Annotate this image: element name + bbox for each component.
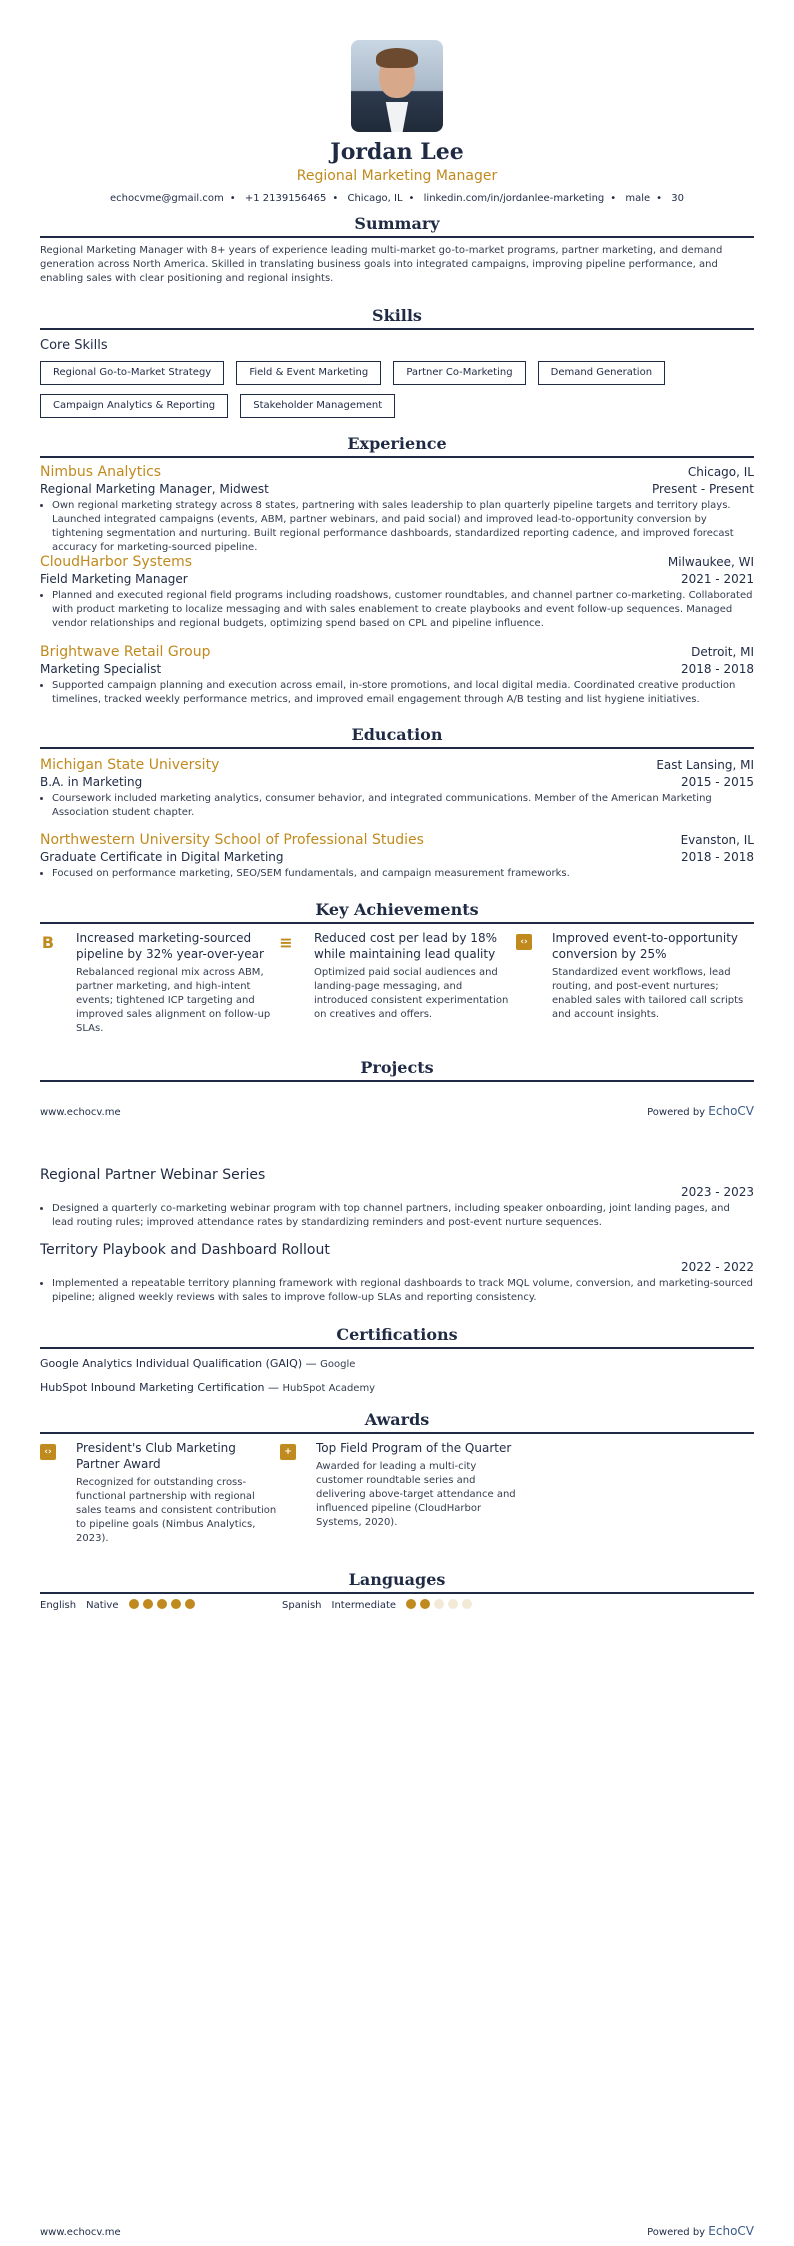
skill-tag: Partner Co-Marketing — [393, 361, 525, 385]
section-title-projects: Projects — [40, 1058, 754, 1082]
company-name: Nimbus Analytics — [40, 464, 162, 480]
contact-location: Chicago, IL — [347, 193, 403, 204]
skill-tag: Field & Event Marketing — [236, 361, 381, 385]
certification-name: Google Analytics Individual Qualification (GAIQ) — [40, 1357, 303, 1370]
language-item — [282, 1599, 524, 1612]
project-name: Territory Playbook and Dashboard Rollout — [40, 1242, 330, 1258]
resume-header — [0, 40, 794, 206]
school-location: East Lansing, MI — [656, 758, 754, 772]
job-role: Marketing Specialist — [40, 662, 162, 676]
candidate-name: Jordan Lee — [330, 139, 464, 165]
echocv-brand[interactable]: EchoCV — [708, 1104, 754, 1118]
profile-photo — [351, 40, 443, 132]
experience-entry — [40, 643, 754, 707]
awards-grid — [40, 1440, 754, 1546]
certification-name: HubSpot Inbound Marketing Certification — [40, 1381, 265, 1394]
certifications-list — [40, 1356, 754, 1404]
language-name: English — [40, 1600, 77, 1611]
powered-by: Powered by EchoCV — [647, 1104, 754, 1118]
school-name: Michigan State University — [40, 757, 220, 773]
job-location: Milwaukee, WI — [667, 555, 754, 569]
project-bullet: • Designed a quarterly co-marketing webinar program with top channel partners, including speaker onboarding, joint landing pages, and lead routing rules; improved attendance rates by standardizing reminders and post-event nurture sequences. — [52, 1202, 754, 1230]
achievement-desc: Optimized paid social audiences and landing-page messaging, and introduced consistent experimentation on creatives and offers. — [314, 967, 509, 1020]
job-role: Field Marketing Manager — [40, 572, 188, 586]
echocv-brand[interactable]: EchoCV — [708, 2224, 754, 2238]
job-dates: 2018 - 2018 — [680, 662, 754, 676]
job-location: Chicago, IL — [687, 465, 754, 479]
section-title-awards: Awards — [40, 1410, 754, 1434]
job-role: Regional Marketing Manager, Midwest — [40, 482, 269, 496]
skill-tag: Demand Generation — [538, 361, 665, 385]
certification-item: HubSpot Inbound Marketing Certification — HubSpot Academy — [40, 1381, 376, 1394]
skill-tags — [40, 360, 754, 426]
skill-tag: Stakeholder Management — [240, 394, 395, 418]
education-bullet: • Coursework included marketing analytics, consumer behavior, and integrated communications. Member of the American Marketing Association student chapter. — [52, 792, 754, 820]
rating-dot — [129, 1599, 139, 1609]
company-name: CloudHarbor Systems — [40, 554, 193, 570]
education-dates: 2018 - 2018 — [680, 850, 754, 864]
achievement-card — [40, 930, 278, 1036]
section-title-skills: Skills — [40, 306, 754, 330]
code-box-icon: ‹› — [40, 1444, 56, 1460]
job-bullet: • Supported campaign planning and execution across email, in-store promotions, and local digital media. Coordinated creative production timelines, tracked weekly performance metrics, and improved email engagement through A/B testing and list hygiene initiatives. — [52, 679, 754, 707]
language-rating — [129, 1599, 199, 1612]
job-location: Detroit, MI — [691, 645, 754, 659]
experience-entry — [40, 463, 754, 555]
company-name: Brightwave Retail Group — [40, 644, 211, 660]
footer-site-link[interactable]: www.echocv.me — [40, 1107, 121, 1118]
page-footer — [40, 2224, 754, 2238]
degree: B.A. in Marketing — [40, 775, 143, 789]
experience-entry — [40, 553, 754, 631]
b-letter-icon: B — [41, 932, 55, 952]
certification-issuer: Google — [320, 1359, 356, 1370]
contact-phone[interactable]: +1 2139156465 — [244, 193, 327, 204]
education-entry — [40, 756, 754, 820]
school-name: Northwestern University School of Professional Studies — [40, 832, 424, 848]
contact-line: echocvme@gmail.com • +1 2139156465 • Chicago, IL • linkedin.com/in/jordanlee-marketing • male • 30 — [110, 193, 684, 204]
rating-dot — [406, 1599, 416, 1609]
education-entry — [40, 831, 754, 881]
job-bullet: • Planned and executed regional field programs including roadshows, customer roundtables, and channel partner co-marketing. Collaborated with product marketing to localize messaging and with sales enablement to create playbooks and event follow-up sequences. Managed vendor relationships and regional budgets, optimizing spend based on CPL and pipeline influence. — [52, 589, 754, 631]
powered-by: Powered by EchoCV — [647, 2224, 754, 2238]
project-entry — [40, 1166, 754, 1230]
certification-issuer: HubSpot Academy — [282, 1383, 376, 1394]
achievement-card — [516, 930, 754, 1036]
language-item — [40, 1599, 282, 1612]
contact-age: 30 — [671, 193, 684, 204]
language-level: Native — [86, 1600, 119, 1611]
education-dates: 2015 - 2015 — [680, 775, 754, 789]
rating-dot — [462, 1599, 472, 1609]
document-plus-icon: + — [280, 1444, 296, 1460]
section-title-summary: Summary — [40, 214, 754, 238]
skill-tag: Regional Go-to-Market Strategy — [40, 361, 224, 385]
project-bullet: • Implemented a repeatable territory planning framework with regional dashboards to track MQL volume, conversion, and marketing-sourced pipeline; aligned weekly reviews with sales to improve follow-up SLAs and reporting consistency. — [52, 1277, 754, 1305]
rating-dot — [420, 1599, 430, 1609]
award-card — [280, 1440, 520, 1546]
award-card — [40, 1440, 280, 1546]
education-bullet: • Focused on performance marketing, SEO/SEM fundamentals, and campaign measurement frameworks. — [52, 867, 754, 881]
section-title-education: Education — [40, 725, 754, 749]
language-level: Intermediate — [331, 1600, 397, 1611]
language-name: Spanish — [282, 1600, 322, 1611]
section-title-languages: Languages — [40, 1570, 754, 1594]
achievement-desc: Standardized event workflows, lead routing, and post-event nurtures; enabled sales with tailored call scripts and account insights. — [552, 967, 744, 1020]
page-footer — [40, 1104, 754, 1118]
skill-tag: Campaign Analytics & Reporting — [40, 394, 228, 418]
award-title: Top Field Program of the Quarter — [316, 1441, 512, 1455]
award-title: President's Club Marketing Partner Award — [76, 1441, 236, 1471]
job-dates: 2021 - 2021 — [680, 572, 754, 586]
achievement-desc: Rebalanced regional mix across ABM, partner marketing, and high-intent events; tightened ICP targeting and improved sales alignment on follow-up SLAs. — [76, 967, 271, 1034]
achievements-grid — [40, 930, 754, 1036]
skills-group-label: Core Skills — [40, 338, 108, 353]
job-dates: Present - Present — [651, 482, 754, 496]
contact-email[interactable]: echocvme@gmail.com — [110, 193, 224, 204]
achievement-title: Reduced cost per lead by 18% while maintaining lead quality — [314, 931, 497, 961]
project-dates: 2023 - 2023 — [680, 1185, 754, 1199]
project-entry — [40, 1241, 754, 1305]
contact-linkedin[interactable]: linkedin.com/in/jordanlee-marketing — [423, 193, 605, 204]
skills-block — [40, 338, 754, 426]
section-title-certifications: Certifications — [40, 1325, 754, 1349]
contact-gender: male — [625, 193, 651, 204]
award-desc: Awarded for leading a multi-city customer roundtable series and delivering above-target attendance and influenced pipeline (CloudHarbor Systems, 2020). — [316, 1461, 516, 1528]
text-lines-icon: ≡ — [279, 932, 293, 952]
achievement-title: Improved event-to-opportunity conversion by 25% — [552, 931, 739, 961]
candidate-title: Regional Marketing Manager — [296, 168, 498, 184]
footer-site-link[interactable]: www.echocv.me — [40, 2227, 121, 2238]
project-dates: 2022 - 2022 — [680, 1260, 754, 1274]
summary-text: Regional Marketing Manager with 8+ years of experience leading multi-market go-to-market programs, partner marketing, and demand generation across North America. Skilled in translating business goals into integrated campaigns, improving pipeline performance, and enabling sales with clear positioning and regional insights. — [40, 245, 723, 284]
achievement-title: Increased marketing-sourced pipeline by 32% year-over-year — [76, 931, 264, 961]
achievement-card — [278, 930, 516, 1036]
project-name: Regional Partner Webinar Series — [40, 1167, 266, 1183]
degree: Graduate Certificate in Digital Marketing — [40, 850, 284, 864]
rating-dot — [185, 1599, 195, 1609]
language-rating — [406, 1599, 476, 1612]
rating-dot — [448, 1599, 458, 1609]
rating-dot — [157, 1599, 167, 1609]
section-title-experience: Experience — [40, 434, 754, 458]
job-bullet: • Own regional marketing strategy across 8 states, partnering with sales leadership to plan quarterly pipeline targets and territory plays. Launched integrated campaigns (events, ABM, partner webinars, and paid social) and improved lead-to-opportunity conversion by tightening segmentation and nurturing. Built regional performance dashboards, standardized reporting cadence, and improved forecast accuracy for marketing-sourced pipeline. — [52, 499, 754, 555]
rating-dot — [434, 1599, 444, 1609]
rating-dot — [143, 1599, 153, 1609]
award-desc: Recognized for outstanding cross-functional partnership with regional sales teams and consistent contribution to pipeline goals (Nimbus Analytics, 2023). — [76, 1477, 277, 1544]
section-title-achievements: Key Achievements — [40, 900, 754, 924]
certification-item: Google Analytics Individual Qualification (GAIQ) — Google — [40, 1357, 356, 1370]
school-location: Evanston, IL — [680, 833, 754, 847]
code-box-icon: ‹› — [516, 934, 532, 950]
languages-list — [40, 1599, 754, 1612]
rating-dot — [171, 1599, 181, 1609]
